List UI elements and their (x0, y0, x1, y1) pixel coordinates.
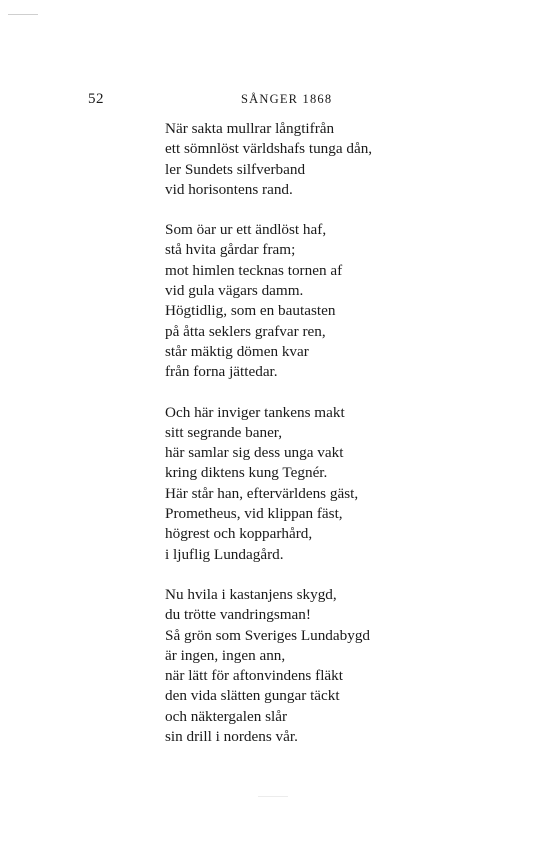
poem-line: Prometheus, vid klippan fäst, (165, 505, 343, 523)
poem-line: du trötte vandringsman! (165, 606, 311, 624)
running-head: SÅNGER 1868 (241, 92, 333, 106)
page-number: 52 (88, 91, 104, 107)
poem-line: Här står han, eftervärldens gäst, (165, 484, 359, 502)
poem-line: Högtidlig, som en bautasten (165, 302, 336, 320)
poem-line: sitt segrande baner, (165, 423, 283, 441)
scan-footer-mark (258, 796, 288, 797)
stanza-4 (165, 585, 525, 747)
poem-line: Och här inviger tankens makt (165, 403, 345, 421)
stanza-3 (165, 403, 525, 565)
poem-line: Så grön som Sveriges Lundabygd (165, 626, 371, 644)
poem-line: ett sömnlöst världshafs tunga dån, (165, 140, 373, 158)
poem-line: Nu hvila i kastanjens skygd, (165, 585, 337, 603)
poem-line: När sakta mullrar långtifrån (165, 120, 335, 137)
poem-line: står mäktig dömen kvar (165, 342, 309, 360)
poem-line: i ljuflig Lundagård. (165, 545, 284, 563)
poem-line: den vida slätten gungar täckt (165, 687, 340, 705)
poem-line: sin drill i nordens vår. (165, 728, 298, 746)
poem-line: Som öar ur ett ändlöst haf, (165, 221, 327, 239)
scan-corner-mark (8, 14, 38, 15)
poem-line: vid gula vägars damm. (165, 282, 304, 300)
poem-line: mot himlen tecknas tornen af (165, 261, 343, 279)
stanza-2 (165, 220, 525, 382)
poem-line: är ingen, ingen ann, (165, 646, 286, 664)
poem-line: vid horisontens rand. (165, 180, 293, 198)
poem-line: här samlar sig dess unga vakt (165, 444, 344, 462)
poem-line: när lätt för aftonvindens fläkt (165, 667, 343, 685)
poem-line: kring diktens kung Tegnér. (165, 464, 328, 482)
poem-line: från forna jättedar. (165, 363, 278, 381)
poem (165, 119, 525, 767)
poem-line: på åtta seklers grafvar ren, (165, 322, 326, 340)
poem-line: och näktergalen slår (165, 707, 288, 725)
poem-line: högrest och kopparhård, (165, 525, 313, 543)
poem-line: ler Sundets silfverband (165, 160, 306, 178)
stanza-1 (165, 119, 525, 200)
poem-line: stå hvita gårdar fram; (165, 241, 296, 259)
